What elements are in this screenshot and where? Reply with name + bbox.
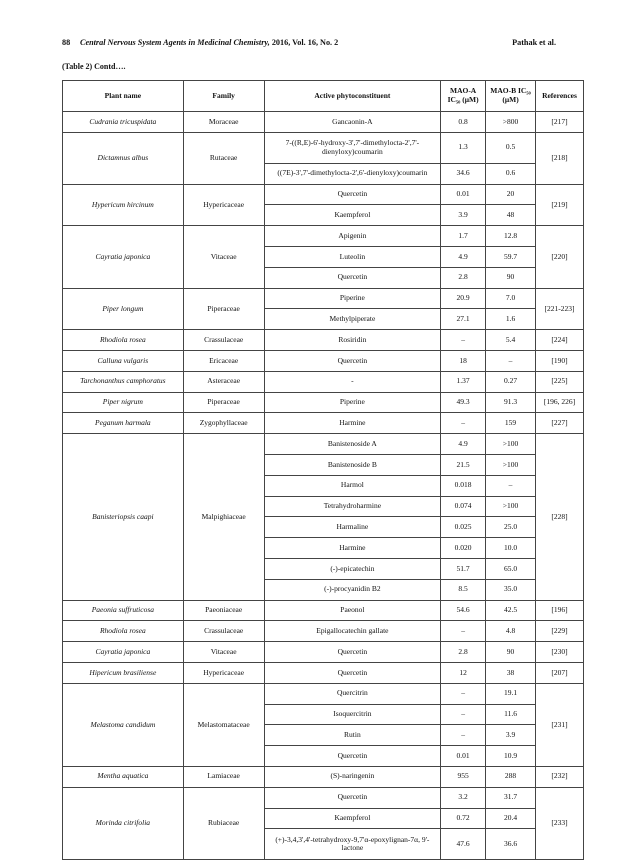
header-mao-a: MAO-A IC₅₀ (μM) [441, 81, 486, 112]
mao-b-value-cell: 0.5 [486, 132, 536, 163]
mao-b-value-cell: >100 [486, 454, 536, 475]
mao-b-value-cell: 288 [486, 766, 536, 787]
mao-a-value-cell: 0.074 [441, 496, 486, 517]
mao-b-value-cell: 59.7 [486, 246, 536, 267]
references-cell: [190] [535, 350, 583, 371]
mao-b-value-cell: 3.9 [486, 725, 536, 746]
references-cell: [221-223] [535, 288, 583, 330]
mao-b-value-cell: 91.3 [486, 392, 536, 413]
phytoconstituent-cell: Gancaonin-A [264, 112, 441, 133]
phytoconstituent-cell: Quercetin [264, 350, 441, 371]
references-cell: [230] [535, 642, 583, 663]
phytoconstituent-cell: (S)-naringenin [264, 766, 441, 787]
references-cell: [227] [535, 413, 583, 434]
table-row [63, 350, 584, 371]
family-cell: Rutaceae [183, 132, 264, 184]
mao-a-value-cell: 1.7 [441, 226, 486, 247]
plant-name-cell: Piper longum [63, 288, 184, 330]
family-cell: Hypericaceae [183, 662, 264, 683]
references-cell: [224] [535, 330, 583, 351]
references-cell: [232] [535, 766, 583, 787]
table-row [63, 621, 584, 642]
phytoconstituent-cell: Quercetin [264, 662, 441, 683]
family-cell: Rubiaceae [183, 787, 264, 860]
mao-a-value-cell: 51.7 [441, 558, 486, 579]
table-row [63, 392, 584, 413]
running-header [62, 38, 556, 52]
mao-b-value-cell: 35.0 [486, 579, 536, 600]
phytoconstituent-cell: Isoquercitrin [264, 704, 441, 725]
authors: Pathak et al. [512, 38, 556, 47]
plant-name-cell: Cayratia japonica [63, 642, 184, 663]
phytoconstituent-cell: Kaempferol [264, 205, 441, 226]
mao-b-value-cell: 20 [486, 184, 536, 205]
family-cell: Paeoniaceae [183, 600, 264, 621]
phytoconstituent-cell: Luteolin [264, 246, 441, 267]
family-cell: Lamiaceae [183, 766, 264, 787]
family-cell: Piperaceae [183, 392, 264, 413]
table-row [63, 371, 584, 392]
plant-name-cell: Tarchonanthus camphoratus [63, 371, 184, 392]
mao-a-value-cell: 27.1 [441, 309, 486, 330]
references-cell: [229] [535, 621, 583, 642]
references-cell: [196, 226] [535, 392, 583, 413]
table-row [63, 288, 584, 309]
phytoconstituent-cell: Harmine [264, 538, 441, 559]
phytoconstituent-cell: Harmol [264, 475, 441, 496]
mao-a-value-cell: – [441, 683, 486, 704]
mao-b-value-cell: 48 [486, 205, 536, 226]
mao-a-value-cell: 12 [441, 662, 486, 683]
plant-name-cell: Dictamnus albus [63, 132, 184, 184]
plant-name-cell: Cudrania tricuspidata [63, 112, 184, 133]
mao-b-value-cell: >100 [486, 434, 536, 455]
plant-name-cell: Hipericum brasiliense [63, 662, 184, 683]
mao-a-value-cell: 2.8 [441, 642, 486, 663]
mao-a-value-cell: – [441, 725, 486, 746]
mao-b-value-cell: 159 [486, 413, 536, 434]
plant-name-cell: Melastoma candidum [63, 683, 184, 766]
mao-a-value-cell: 21.5 [441, 454, 486, 475]
mao-a-value-cell: 1.37 [441, 371, 486, 392]
plant-name-cell: Paeonia suffruticosa [63, 600, 184, 621]
phytoconstituent-cell: Quercetin [264, 746, 441, 767]
phytoconstituent-cell: (-)-procyanidin B2 [264, 579, 441, 600]
mao-b-value-cell: 11.6 [486, 704, 536, 725]
mao-b-value-cell: 25.0 [486, 517, 536, 538]
table-caption: (Table 2) Contd…. [62, 62, 126, 71]
family-cell: Ericaceae [183, 350, 264, 371]
mao-a-value-cell: 18 [441, 350, 486, 371]
plant-name-cell: Peganum harmala [63, 413, 184, 434]
phytoconstituent-cell: Kaempferol [264, 808, 441, 829]
plant-name-cell: Morinda citrifolia [63, 787, 184, 860]
family-cell: Hypericaceae [183, 184, 264, 226]
mao-b-value-cell: 90 [486, 642, 536, 663]
table-row [63, 413, 584, 434]
family-cell: Moraceae [183, 112, 264, 133]
table-row [63, 642, 584, 663]
plant-name-cell: Cayratia japonica [63, 226, 184, 288]
mao-b-value-cell: 4.8 [486, 621, 536, 642]
mao-b-value-cell: – [486, 350, 536, 371]
mao-b-value-cell: >800 [486, 112, 536, 133]
mao-b-value-cell: 19.1 [486, 683, 536, 704]
phytoconstituent-cell: 7-((R,E)-6'-hydroxy-3',7'-dimethylocta-2',7'-dienyloxy)coumarin [264, 132, 441, 163]
mao-a-value-cell: 47.6 [441, 829, 486, 860]
phytoconstituent-cell: Quercitrin [264, 683, 441, 704]
phytoconstituent-cell: Harmine [264, 413, 441, 434]
mao-a-value-cell: 0.020 [441, 538, 486, 559]
family-cell: Piperaceae [183, 288, 264, 330]
mao-b-value-cell: 0.6 [486, 163, 536, 184]
phytoconstituent-cell: Tetrahydroharmine [264, 496, 441, 517]
family-cell: Vitaceae [183, 226, 264, 288]
mao-b-value-cell: 5.4 [486, 330, 536, 351]
phytoconstituent-cell: Quercetin [264, 184, 441, 205]
phytoconstituent-cell: Paeonol [264, 600, 441, 621]
mao-a-value-cell: 0.01 [441, 184, 486, 205]
mao-a-value-cell: 2.8 [441, 267, 486, 288]
mao-b-value-cell: >100 [486, 496, 536, 517]
journal-title [80, 38, 338, 47]
table-body [63, 112, 584, 860]
references-cell: [225] [535, 371, 583, 392]
journal-volume: 2016, Vol. 16, No. 2 [269, 38, 339, 47]
mao-b-value-cell: – [486, 475, 536, 496]
family-cell: Melastomataceae [183, 683, 264, 766]
mao-a-value-cell: 49.3 [441, 392, 486, 413]
phytoconstituent-cell: Quercetin [264, 787, 441, 808]
mao-b-value-cell: 65.0 [486, 558, 536, 579]
mao-b-value-cell: 0.27 [486, 371, 536, 392]
table-row [63, 112, 584, 133]
page-number: 88 [62, 38, 71, 47]
header-plant-name: Plant name [63, 81, 184, 112]
mao-a-value-cell: – [441, 413, 486, 434]
header-family: Family [183, 81, 264, 112]
references-cell: [219] [535, 184, 583, 226]
plant-name-cell: Piper nigrum [63, 392, 184, 413]
mao-a-value-cell: – [441, 330, 486, 351]
mao-a-value-cell: 3.2 [441, 787, 486, 808]
family-cell: Zygophyllaceae [183, 413, 264, 434]
phytoconstituent-cell: Rosiridin [264, 330, 441, 351]
table-row [63, 766, 584, 787]
phytoconstituent-cell: Epigallocatechin gallate [264, 621, 441, 642]
mao-b-value-cell: 20.4 [486, 808, 536, 829]
mao-b-value-cell: 7.0 [486, 288, 536, 309]
phytoconstituent-cell: (-)-epicatechin [264, 558, 441, 579]
mao-b-value-cell: 10.9 [486, 746, 536, 767]
plant-name-cell: Mentha aquatica [63, 766, 184, 787]
mao-a-value-cell: 0.018 [441, 475, 486, 496]
mao-a-value-cell: 54.6 [441, 600, 486, 621]
references-cell: [196] [535, 600, 583, 621]
mao-b-value-cell: 38 [486, 662, 536, 683]
mao-b-value-cell: 36.6 [486, 829, 536, 860]
mao-a-value-cell: 4.9 [441, 246, 486, 267]
phytoconstituent-cell: Quercetin [264, 642, 441, 663]
table-row [63, 184, 584, 205]
plant-name-cell: Hypericum hircinum [63, 184, 184, 226]
plant-name-cell: Calluna vulgaris [63, 350, 184, 371]
phytoconstituent-cell: Apigenin [264, 226, 441, 247]
journal-name: Central Nervous System Agents in Medicinal Chemistry, [80, 38, 270, 47]
references-cell: [217] [535, 112, 583, 133]
mao-a-value-cell: 0.01 [441, 746, 486, 767]
phytoconstituent-cell: Piperine [264, 392, 441, 413]
family-cell: Malpighiaceae [183, 434, 264, 600]
mao-b-value-cell: 31.7 [486, 787, 536, 808]
family-cell: Crassulaceae [183, 330, 264, 351]
phytoconstituent-cell: Piperine [264, 288, 441, 309]
table-row [63, 683, 584, 704]
mao-a-value-cell: – [441, 704, 486, 725]
table-row [63, 434, 584, 455]
mao-a-value-cell: – [441, 621, 486, 642]
table-row [63, 330, 584, 351]
plant-name-cell: Rhodiola rosea [63, 330, 184, 351]
header-mao-b: MAO-B IC₅₀ (μM) [486, 81, 536, 112]
mao-b-value-cell: 42.5 [486, 600, 536, 621]
phytoconstituent-cell: Harmaline [264, 517, 441, 538]
references-cell: [207] [535, 662, 583, 683]
references-cell: [220] [535, 226, 583, 288]
phytoconstituent-cell: ((7E)-3',7'-dimethylocta-2',6'-dienyloxy)coumarin [264, 163, 441, 184]
mao-a-value-cell: 34.6 [441, 163, 486, 184]
table-row [63, 662, 584, 683]
phytoconstituent-cell: Rutin [264, 725, 441, 746]
mao-a-value-cell: 0.8 [441, 112, 486, 133]
mao-a-value-cell: 1.3 [441, 132, 486, 163]
phytoconstituent-cell: Banistenoside B [264, 454, 441, 475]
phytoconstituent-cell: Quercetin [264, 267, 441, 288]
header-active-phytoconstituent: Active phytoconstituent [264, 81, 441, 112]
phytoconstituent-cell: (+)-3,4,3',4'-tetrahydroxy-9,7'α-epoxylignan-7α, 9'-lactone [264, 829, 441, 860]
references-cell: [233] [535, 787, 583, 860]
plant-name-cell: Banisteriopsis caapi [63, 434, 184, 600]
family-cell: Asteraceae [183, 371, 264, 392]
mao-b-value-cell: 1.6 [486, 309, 536, 330]
mao-b-value-cell: 10.0 [486, 538, 536, 559]
table-row [63, 132, 584, 163]
mao-a-value-cell: 3.9 [441, 205, 486, 226]
mao-b-value-cell: 90 [486, 267, 536, 288]
mao-b-value-cell: 12.8 [486, 226, 536, 247]
mao-a-value-cell: 0.025 [441, 517, 486, 538]
mao-a-value-cell: 20.9 [441, 288, 486, 309]
family-cell: Crassulaceae [183, 621, 264, 642]
mao-a-value-cell: 0.72 [441, 808, 486, 829]
references-cell: [218] [535, 132, 583, 184]
header-references: References [535, 81, 583, 112]
references-cell: [231] [535, 683, 583, 766]
mao-inhibitor-table [62, 80, 584, 860]
table-row [63, 226, 584, 247]
phytoconstituent-cell: - [264, 371, 441, 392]
phytoconstituent-cell: Methylpiperate [264, 309, 441, 330]
table-row [63, 787, 584, 808]
family-cell: Vitaceae [183, 642, 264, 663]
mao-a-value-cell: 4.9 [441, 434, 486, 455]
mao-a-value-cell: 955 [441, 766, 486, 787]
phytoconstituent-cell: Banistenoside A [264, 434, 441, 455]
table-row [63, 600, 584, 621]
references-cell: [228] [535, 434, 583, 600]
table-header-row [63, 81, 584, 112]
mao-a-value-cell: 8.5 [441, 579, 486, 600]
plant-name-cell: Rhodiola rosea [63, 621, 184, 642]
